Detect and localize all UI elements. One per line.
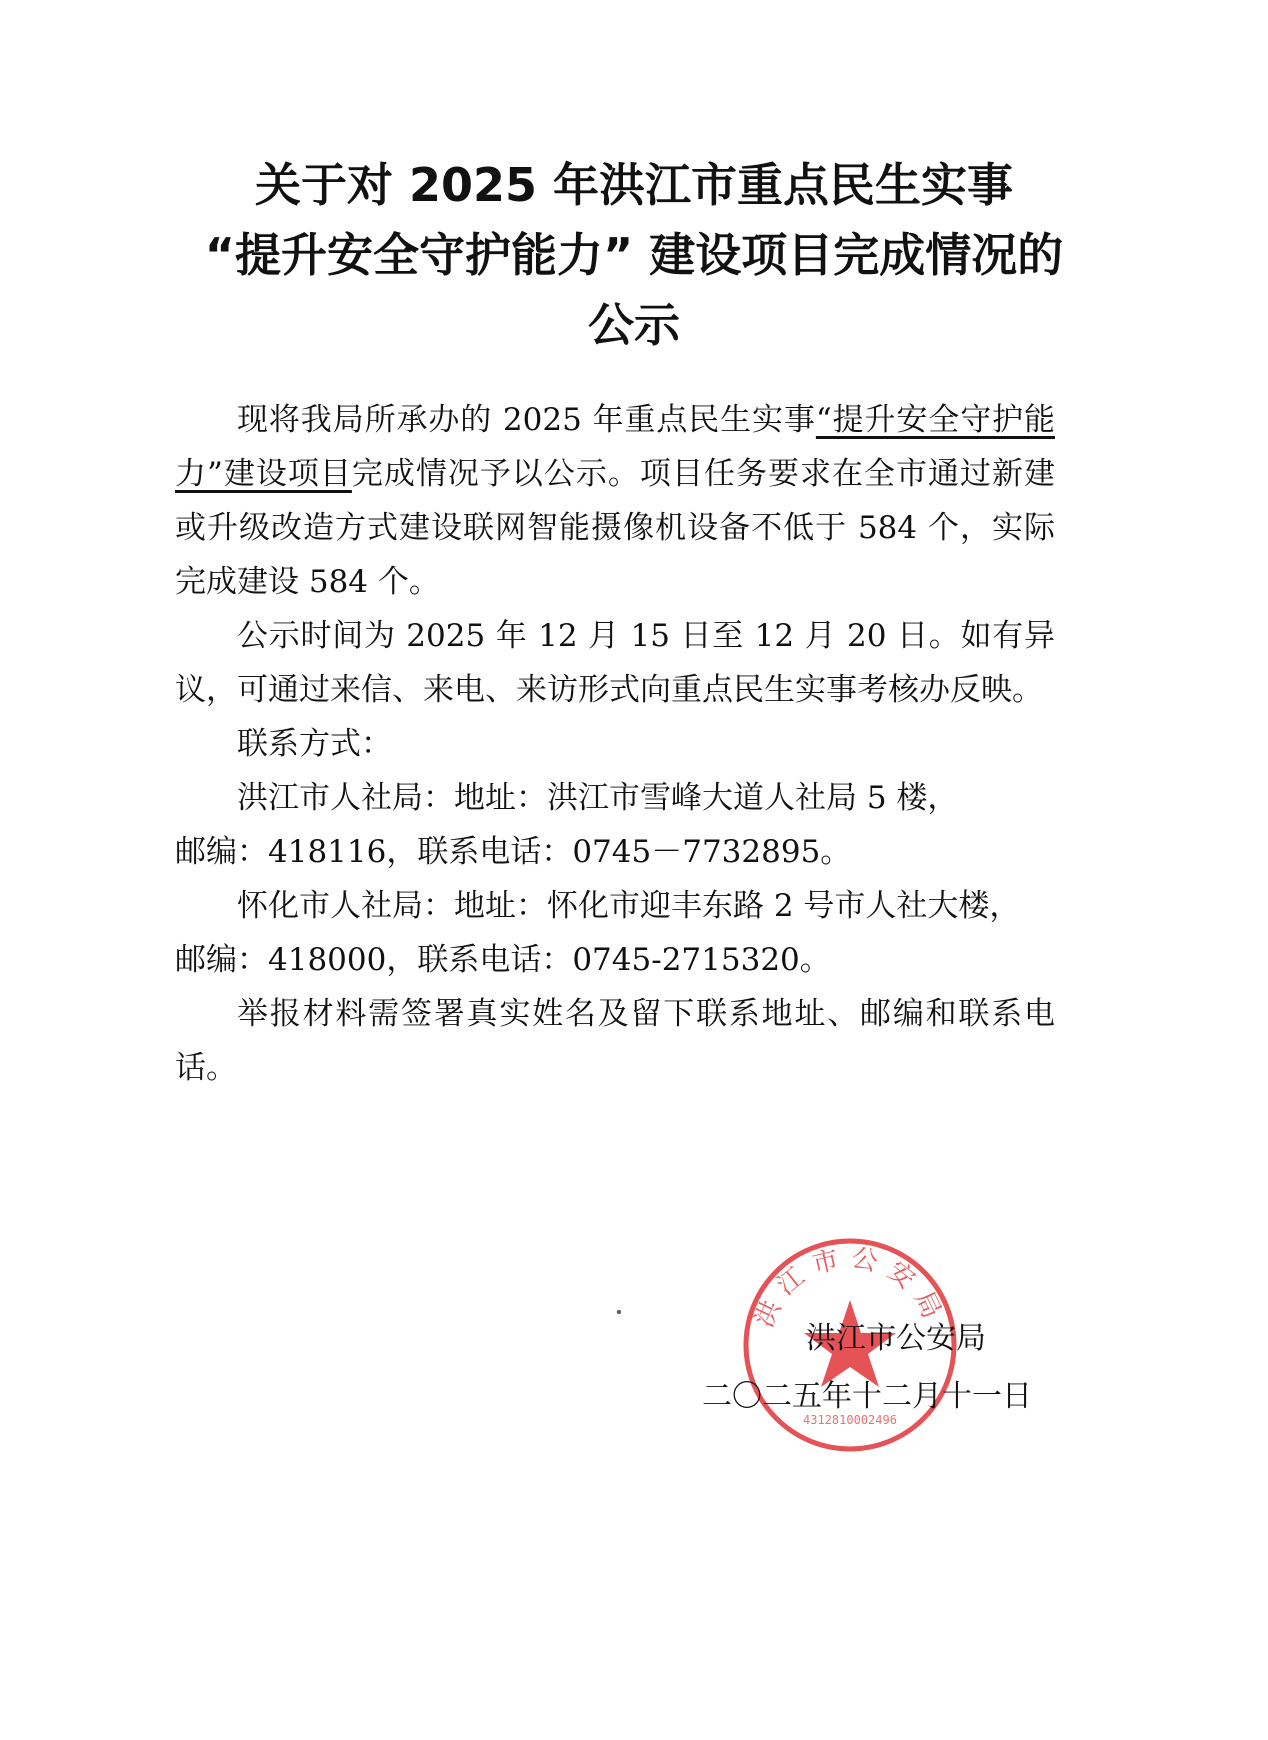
contact-huaihua-phone: 邮编：418000，联系电话：0745-2715320。 xyxy=(175,942,831,978)
title-line-1: 关于对 2025 年洪江市重点民生实事 xyxy=(254,158,1014,212)
paragraph-lead: 现将我局所承办的 2025 年重点民生实事 xyxy=(237,402,816,438)
signature-block xyxy=(702,1310,1032,1426)
document-body xyxy=(175,393,1055,1095)
contact-hongjiang-phone: 邮编：418116，联系电话：0745－7732895。 xyxy=(175,834,852,870)
announcement-paragraph xyxy=(175,393,1055,609)
project-name: “提升安全守护能力”建设项目 xyxy=(175,402,1055,492)
seal-text: 洪江市公安局 xyxy=(749,1242,951,1333)
contact-huaihua-address: 怀化市人社局：地址：怀化市迎丰东路 2 号市人社大楼， xyxy=(237,888,1021,924)
publicity-period-paragraph: 公示时间为 2025 年 12 月 15 日至 12 月 20 日。如有异议，可通过来信、来电、来访形式向重点民生实事考核办反映。 xyxy=(175,618,1055,708)
document-title xyxy=(100,150,1168,360)
report-requirements: 举报材料需签署真实姓名及留下联系地址、邮编和联系电话。 xyxy=(175,996,1055,1086)
issue-date: 二〇二五年十二月十一日 xyxy=(702,1379,1032,1414)
issuing-organization: 洪江市公安局 xyxy=(806,1321,986,1356)
paragraph-rest: 完成情况予以公示。项目任务要求在全市通过新建或升级改造方式建设联网智能摄像机设备不低于 584 个，实际完成建设 584 个。 xyxy=(175,456,1055,600)
scan-speck xyxy=(617,1310,621,1314)
contact-hongjiang-address: 洪江市人社局：地址：洪江市雪峰大道人社局 5 楼， xyxy=(237,780,959,816)
contact-heading: 联系方式： xyxy=(237,726,392,762)
seal-code: 4312810002496 xyxy=(803,1413,897,1427)
title-line-3: 公示 xyxy=(588,298,680,352)
title-line-2: “提升安全守护能力” 建设项目完成情况的 xyxy=(204,228,1064,282)
